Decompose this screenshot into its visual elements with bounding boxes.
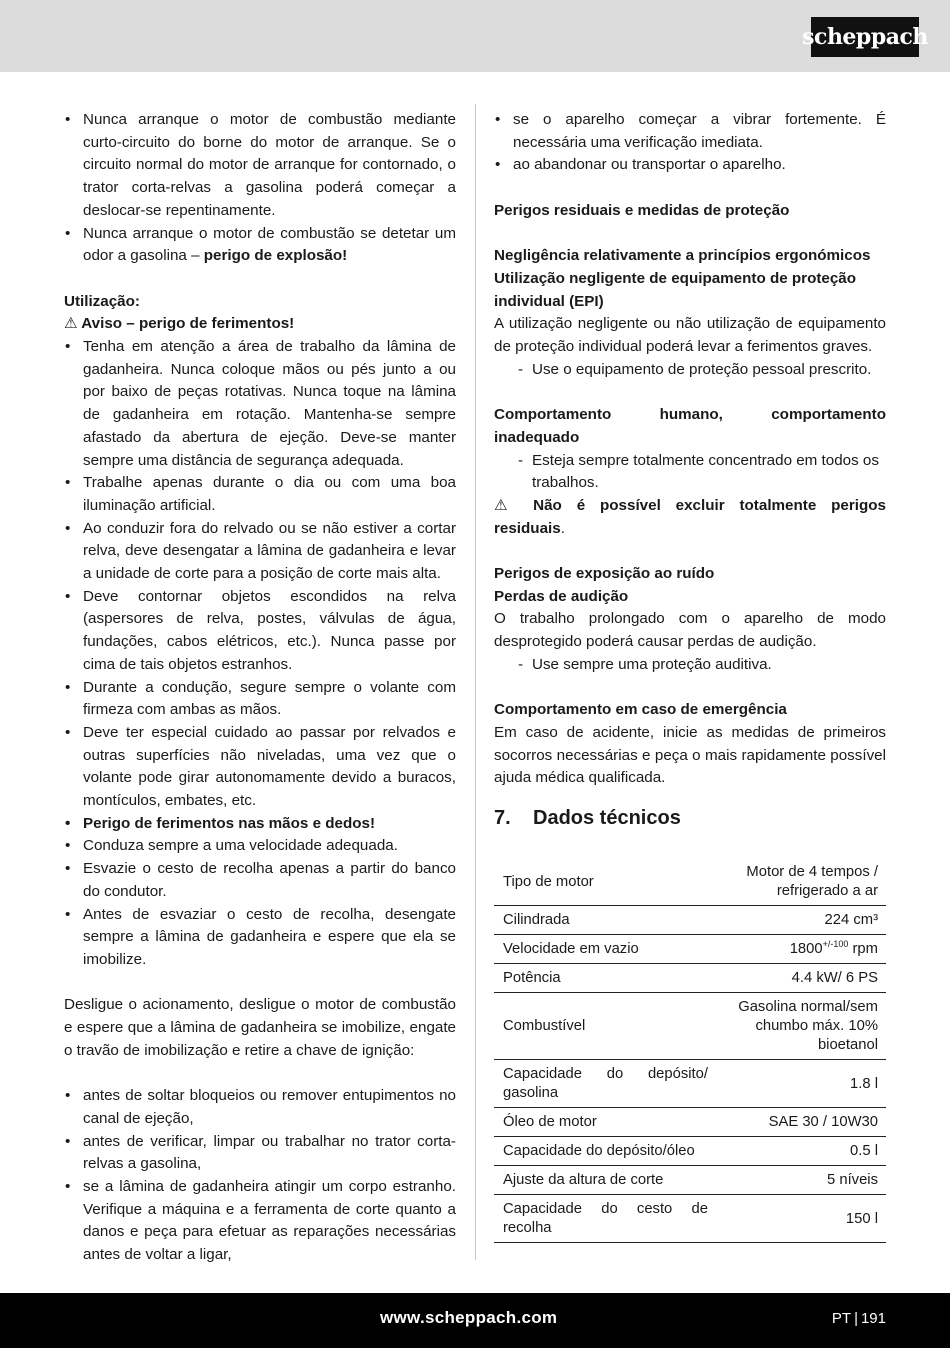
injury-warning: [64, 313, 456, 336]
right-column: [494, 109, 886, 1243]
table-row: [494, 1166, 886, 1195]
table-cell-label: Capacidade do depósito/ gasolina: [494, 1060, 716, 1108]
table-row: [494, 906, 886, 935]
shutdown-paragraph: Desligue o acionamento, desligue o motor de combustão e espere que a lâmina de gadanheira se imobilize, engate o travão de imobilização e retire a chave de ignição:: [64, 996, 456, 1059]
list-item: • Durante a condução, segure sempre o volante com firmeza com ambas as mãos.: [64, 677, 456, 722]
residual-warning-end: .: [560, 519, 565, 537]
brand-name: scheppach: [802, 24, 928, 50]
list-item: • se a lâmina de gadanheira atingir um corpo estranho. Verifique a máquina e a ferramenta de corte quanto a danos e peça para efetuar as reparações necessárias antes de voltar a ligar,: [64, 1176, 456, 1267]
start-warnings-list: [64, 109, 456, 268]
table-cell-value: Motor de 4 tempos / refrigerado a ar: [716, 858, 886, 906]
residual-warning: [494, 495, 886, 540]
table-cell-value: 150 l: [716, 1195, 886, 1243]
list-item: • se o aparelho começar a vibrar fortemente. É necessária uma verificação imediata.: [494, 109, 886, 154]
table-cell-label: Combustível: [494, 993, 716, 1060]
page-number-value: 191: [860, 1310, 886, 1327]
table-cell-label: Óleo de motor: [494, 1108, 716, 1137]
usage-list: [64, 336, 456, 972]
emergency-text: Em caso de acidente, inicie as medidas de primeiros socorros necessárias e peça o mais rapidamente possível ajuda médica qualificada.: [494, 723, 886, 787]
ergonomics-heading: Negligência relativamente a princípios ergonómicos: [494, 247, 871, 265]
table-row: [494, 1060, 886, 1108]
technical-data-table: [494, 858, 886, 1243]
hearing-text: O trabalho prolongado com o aparelho de modo desprotegido poderá causar perdas de audição.: [494, 610, 886, 651]
ppe-text: A utilização negligente ou não utilização de equipamento de proteção individual poderá levar a ferimentos graves.: [494, 315, 886, 355]
table-cell-label: Cilindrada: [494, 906, 716, 935]
value-unit: rpm: [848, 941, 878, 958]
human-behaviour-heading: Comportamento humano, comportamento inadequado: [494, 406, 886, 446]
value-tolerance: +/-100: [822, 939, 849, 950]
list-item: [64, 223, 456, 268]
noise-heading: Perigos de exposição ao ruído: [494, 565, 715, 582]
page-number: [832, 1310, 886, 1327]
list-item: • ao abandonar ou transportar o aparelho.: [494, 154, 886, 177]
table-cell-label: Tipo de motor: [494, 858, 716, 906]
list-item: • Perigo de ferimentos nas mãos e dedos!: [64, 813, 456, 836]
table-cell-label: Capacidade do cesto de recolha: [494, 1195, 716, 1243]
table-row: [494, 935, 886, 964]
list-item: • Nunca arranque o motor de combustão mediante curto-circuito do borne do motor de arranque. Se o circuito normal do motor de arranque for contornado, o trator corta-relvas a gasolina poderá começar a deslocar-se repentinamente.: [64, 109, 456, 223]
list-item: • Trabalhe apenas durante o dia ou com uma boa iluminação artificial.: [64, 472, 456, 517]
ppe-heading: Utilização negligente de equipamento de proteção individual (EPI): [494, 269, 857, 310]
warning-triangle-icon: ⚠: [494, 496, 519, 514]
section-title: [494, 804, 886, 832]
usage-heading: Utilização:: [64, 292, 140, 310]
table-row: [494, 858, 886, 906]
table-cell-value: SAE 30 / 10W30: [716, 1108, 886, 1137]
section-title-text: Dados técnicos: [533, 807, 681, 830]
table-cell-value: 0.5 l: [716, 1137, 886, 1166]
list-item: • Deve contornar objetos escondidos na relva (aspersores de relva, postes, válvulas de água, fundações, cabos elétricos, etc.). Nunca passe por cima de tais objetos estranhos.: [64, 586, 456, 677]
separator: |: [854, 1310, 858, 1327]
scheppach-logo: [802, 17, 928, 57]
list-item: • Esvazie o cesto de recolha apenas a partir do banco do condutor.: [64, 858, 456, 903]
list-item: • Deve ter especial cuidado ao passar por relvados e outras superfícies não niveladas, uma vez que o volante pode girar autonomamente devido a buracos, montículos, embates, etc.: [64, 722, 456, 813]
column-divider: [475, 104, 476, 1260]
table-cell-value: 4.4 kW/ 6 PS: [716, 964, 886, 993]
table-cell-value: 224 cm³: [716, 906, 886, 935]
list-item: • Conduza sempre a uma velocidade adequada.: [64, 835, 456, 858]
table-cell-label: Ajuste da altura de corte: [494, 1166, 716, 1195]
table-cell-label: Capacidade do depósito/óleo: [494, 1137, 716, 1166]
table-cell-label: Velocidade em vazio: [494, 935, 716, 964]
page-footer: [0, 1293, 950, 1348]
table-cell-value: 1.8 l: [716, 1060, 886, 1108]
table-row: [494, 1108, 886, 1137]
list-item: • Ao conduzir fora do relvado ou se não estiver a cortar relva, deve desengatar a lâmina de gadanheira e levar a unidade de corte para a posição de corte mais alta.: [64, 518, 456, 586]
value-number: 1800: [789, 941, 823, 958]
ppe-instruction: - Use o equipamento de proteção pessoal prescrito.: [494, 359, 886, 382]
list-item: • antes de soltar bloqueios ou remover entupimentos no canal de ejeção,: [64, 1085, 456, 1130]
hearing-instruction: - Use sempre uma proteção auditiva.: [494, 654, 886, 677]
list-item: • Tenha em atenção a área de trabalho da lâmina de gadanheira. Nunca coloque mãos ou pés junto a ou por baixo de peças rotativas. Nunca toque na lâmina de gadanheira em rotação. Mantenha-se sempre afastado da abertura de ejeção. Deve-se manter sempre uma distância de segurança adequada.: [64, 336, 456, 472]
warning-triangle-icon: ⚠: [64, 315, 78, 333]
emergency-heading: Comportamento em caso de emergência: [494, 701, 787, 719]
left-column: [64, 109, 456, 1267]
table-cell-label: Potência: [494, 964, 716, 993]
shutdown-conditions-list-cont: [494, 109, 886, 177]
list-item: • Antes de esvaziar o cesto de recolha, desengate sempre a lâmina de gadanheira e espere que ela se imobilize.: [64, 904, 456, 972]
language-code: PT: [831, 1310, 852, 1327]
list-item: • antes de verificar, limpar ou trabalhar no trator corta-relvas a gasolina,: [64, 1131, 456, 1176]
table-cell-value: 5 níveis: [716, 1166, 886, 1195]
page-header: [0, 0, 950, 72]
residual-risks-heading: Perigos residuais e medidas de proteção: [494, 201, 790, 219]
shutdown-conditions-list: [64, 1085, 456, 1267]
human-behaviour-instruction: - Esteja sempre totalmente concentrado em todos os trabalhos.: [494, 450, 886, 495]
table-cell-value: [716, 935, 886, 964]
explosion-warning: perigo de explosão!: [203, 247, 348, 265]
list-item-text: Nunca arranque o motor de combustão se detetar um odor a gasolina –: [83, 224, 456, 265]
residual-warning-text: Não é possível excluir totalmente perigos residuais: [494, 496, 886, 537]
table-row: [494, 1195, 886, 1243]
section-number: 7.: [494, 807, 511, 830]
website-link[interactable]: www.scheppach.com: [380, 1308, 558, 1327]
hearing-heading: Perdas de audição: [494, 587, 629, 605]
table-row: [494, 1137, 886, 1166]
warning-text: Aviso – perigo de ferimentos!: [81, 315, 295, 333]
table-cell-value: Gasolina normal/sem chumbo máx. 10% bioetanol: [716, 993, 886, 1060]
table-row: [494, 964, 886, 993]
table-row: [494, 993, 886, 1060]
